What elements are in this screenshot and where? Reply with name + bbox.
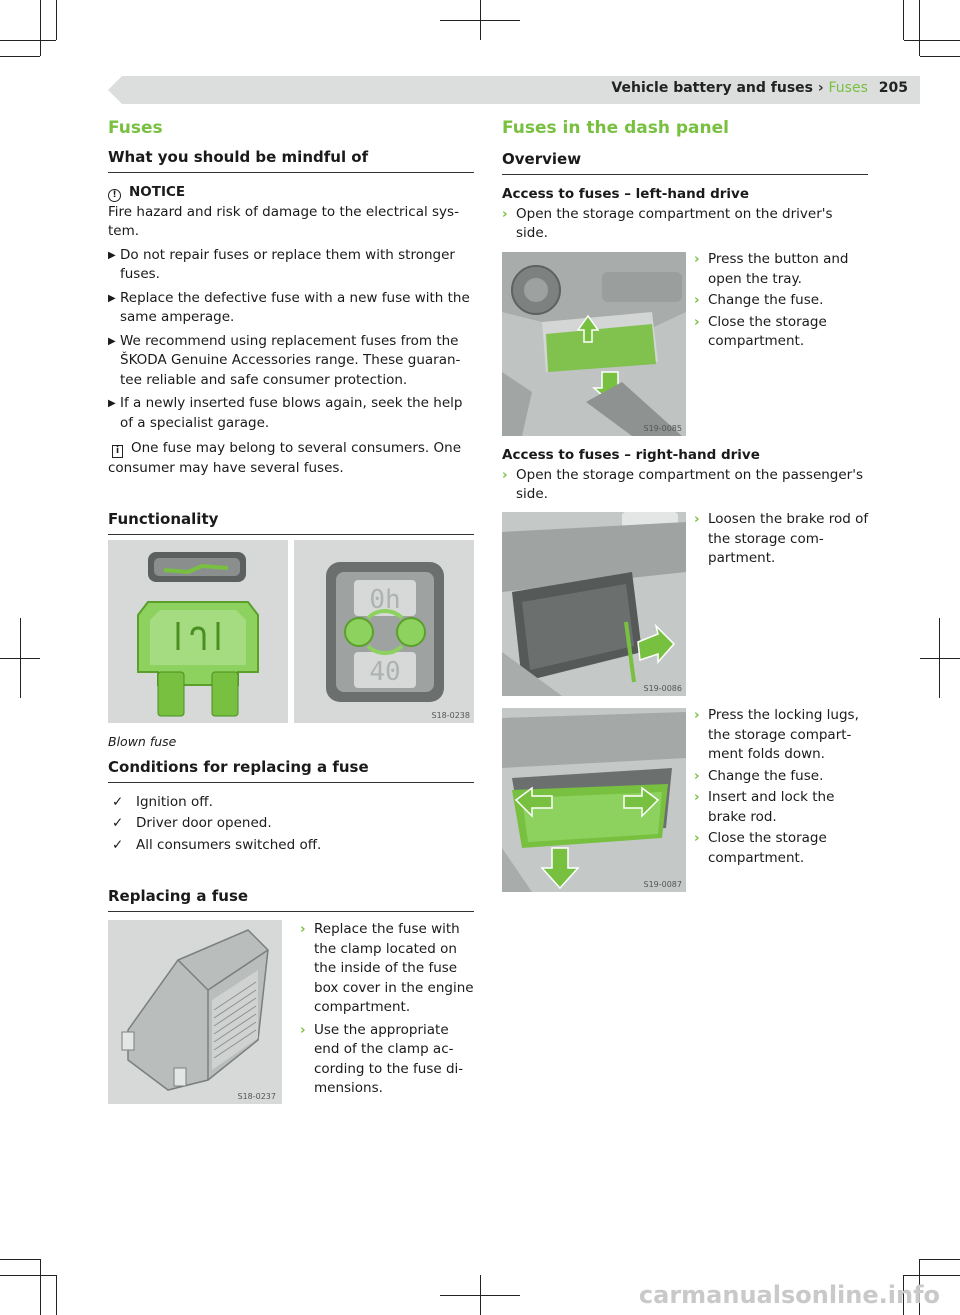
section-title: Fuses [108, 118, 163, 138]
info-note: i One fuse may belong to several consumers. One consumer may have several fuses. [108, 440, 462, 476]
check-icon: ✓ [112, 793, 124, 810]
blown-fuse-figure [108, 540, 474, 723]
triangle-bullet-icon: ▶ [108, 249, 116, 261]
chevron-right-icon: › [694, 830, 700, 846]
chevron-right-icon: › [694, 292, 700, 308]
replacing-heading: Replacing a fuse [108, 887, 474, 912]
subsection-title: What you should be mindful of [108, 148, 474, 173]
lhd-steps [694, 250, 870, 352]
chevron-right-icon: › [300, 1021, 306, 1038]
notice-text: Fire hazard and risk of damage to the electrical sys-tem. [108, 203, 459, 239]
crop-mark [904, 1275, 960, 1276]
right-hand-drive-figure-1 [502, 512, 686, 696]
crop-mark [939, 618, 940, 698]
crop-mark [0, 1259, 40, 1260]
conditions-heading: Conditions for replacing a fuse [108, 758, 474, 783]
crop-mark [903, 0, 904, 40]
rhd-heading: Access to fuses – right-hand drive [502, 447, 760, 463]
list-item: › Insert and lock the brake rod. [694, 789, 835, 825]
left-column [108, 118, 474, 535]
list-item: › Open the storage compartment on the passenger's side. [502, 466, 863, 502]
functionality-heading: Functionality [108, 510, 474, 535]
crop-mark [0, 1275, 56, 1276]
crop-mark [920, 1259, 960, 1260]
figure-code: S19-0085 [643, 424, 682, 433]
replacing-steps [300, 920, 476, 1099]
crop-mark [920, 658, 960, 659]
list-item: ✓ All consumers switched off. [112, 836, 474, 856]
crop-mark [56, 0, 57, 40]
list-item: › Close the storage compartment. [694, 830, 827, 866]
notice-circle-icon: ! [108, 189, 121, 202]
crop-mark [480, 1275, 481, 1315]
figure-caption: Blown fuse [108, 734, 177, 749]
header-current: Fuses [828, 80, 868, 96]
list-item: ▶ If a newly inserted fuse blows again, seek the help of a specialist garage. [108, 395, 463, 431]
left-column-lower [108, 732, 474, 912]
check-icon: ✓ [112, 815, 124, 831]
list-item: › Use the appropriate end of the clamp ac-cording to the fuse di-mensions. [300, 1021, 464, 1096]
lhd-heading: Access to fuses – left-hand drive [502, 186, 749, 202]
chevron-right-icon: › [694, 767, 700, 784]
svg-text:0h: 0h [369, 585, 401, 615]
page-number: 205 [878, 80, 908, 96]
chevron-right-icon: › [300, 921, 306, 937]
header-section: Vehicle battery and fuses [611, 80, 813, 96]
list-item: ▶ Do not repair fuses or replace them with stronger fuses. [108, 246, 455, 282]
info-box-icon: i [112, 445, 123, 458]
figure-code: S19-0086 [643, 684, 682, 693]
crop-mark [40, 0, 41, 56]
right-hand-drive-figure-2 [502, 708, 686, 892]
rhd-glovebox-open-illustration [502, 512, 686, 696]
crop-mark [920, 56, 960, 57]
list-item: ▶ Replace the defective fuse with a new fuse with the same amperage. [108, 289, 470, 325]
notice-heading: ! NOTICE [108, 183, 474, 203]
section-title: Fuses in the dash panel [502, 118, 729, 138]
rhd-steps-a [694, 510, 870, 569]
list-item: › Press the button and open the tray. [694, 251, 849, 287]
figure-code: S19-0087 [643, 880, 682, 889]
crop-mark [0, 56, 40, 57]
list-item: ✓ Driver door opened. [112, 814, 474, 834]
triangle-bullet-icon: ▶ [108, 292, 116, 304]
chevron-right-icon: › [502, 466, 508, 483]
crop-mark [904, 40, 960, 41]
rhd-intro [502, 446, 868, 505]
left-hand-drive-figure [502, 252, 686, 436]
chevron-right-icon: › [694, 313, 700, 330]
chevron-right-icon: › [694, 511, 700, 527]
chevron-right-icon: › [694, 789, 700, 805]
crop-mark [40, 1259, 41, 1315]
blown-fuse-illustration [108, 540, 474, 723]
crop-mark [56, 1275, 57, 1315]
rhd-steps-b [694, 706, 870, 868]
running-header [611, 80, 908, 96]
chevron-right-icon: › [694, 707, 700, 723]
lhd-dash-illustration [502, 252, 686, 436]
list-item: ▶ We recommend using replacement fuses from the ŠKODA Genuine Accessories range. These guaran-tee reliable and safe consumer protection. [108, 332, 461, 388]
svg-text:40: 40 [369, 657, 401, 687]
rhd-glovebox-down-illustration [502, 708, 686, 892]
list-item: › Close the storage compartment. [694, 313, 827, 349]
list-item: › Change the fuse. [694, 291, 870, 311]
crop-mark [480, 0, 481, 40]
right-column [502, 118, 868, 244]
breadcrumb-separator: › [817, 80, 824, 96]
fuse-clamp-illustration [108, 920, 282, 1104]
subsection-title: Overview [502, 150, 868, 175]
fuse-clamp-figure [108, 920, 282, 1104]
notice-block [108, 183, 474, 478]
triangle-bullet-icon: ▶ [108, 398, 116, 409]
crop-mark [0, 40, 56, 41]
list-item: › Open the storage compartment on the driver's side. [502, 205, 833, 241]
chevron-right-icon: › [694, 251, 700, 267]
chevron-right-icon: › [502, 205, 508, 222]
list-item: › Change the fuse. [694, 767, 870, 787]
list-item: › Press the locking lugs, the storage compart-ment folds down. [694, 707, 859, 762]
figure-code: S18-0238 [431, 711, 470, 720]
figure-code: S18-0237 [237, 1092, 276, 1101]
triangle-bullet-icon: ▶ [108, 335, 116, 347]
list-item: › Replace the fuse with the clamp located on the inside of the fuse box cover in the engine compartment. [300, 921, 474, 1015]
list-item: ✓ Ignition off. [112, 793, 474, 813]
check-icon: ✓ [112, 836, 124, 853]
watermark: carmanualsonline.info [638, 1281, 940, 1309]
crop-mark [919, 0, 920, 56]
crop-mark [20, 618, 21, 698]
list-item: › Loosen the brake rod of the storage com-partment. [694, 511, 869, 566]
